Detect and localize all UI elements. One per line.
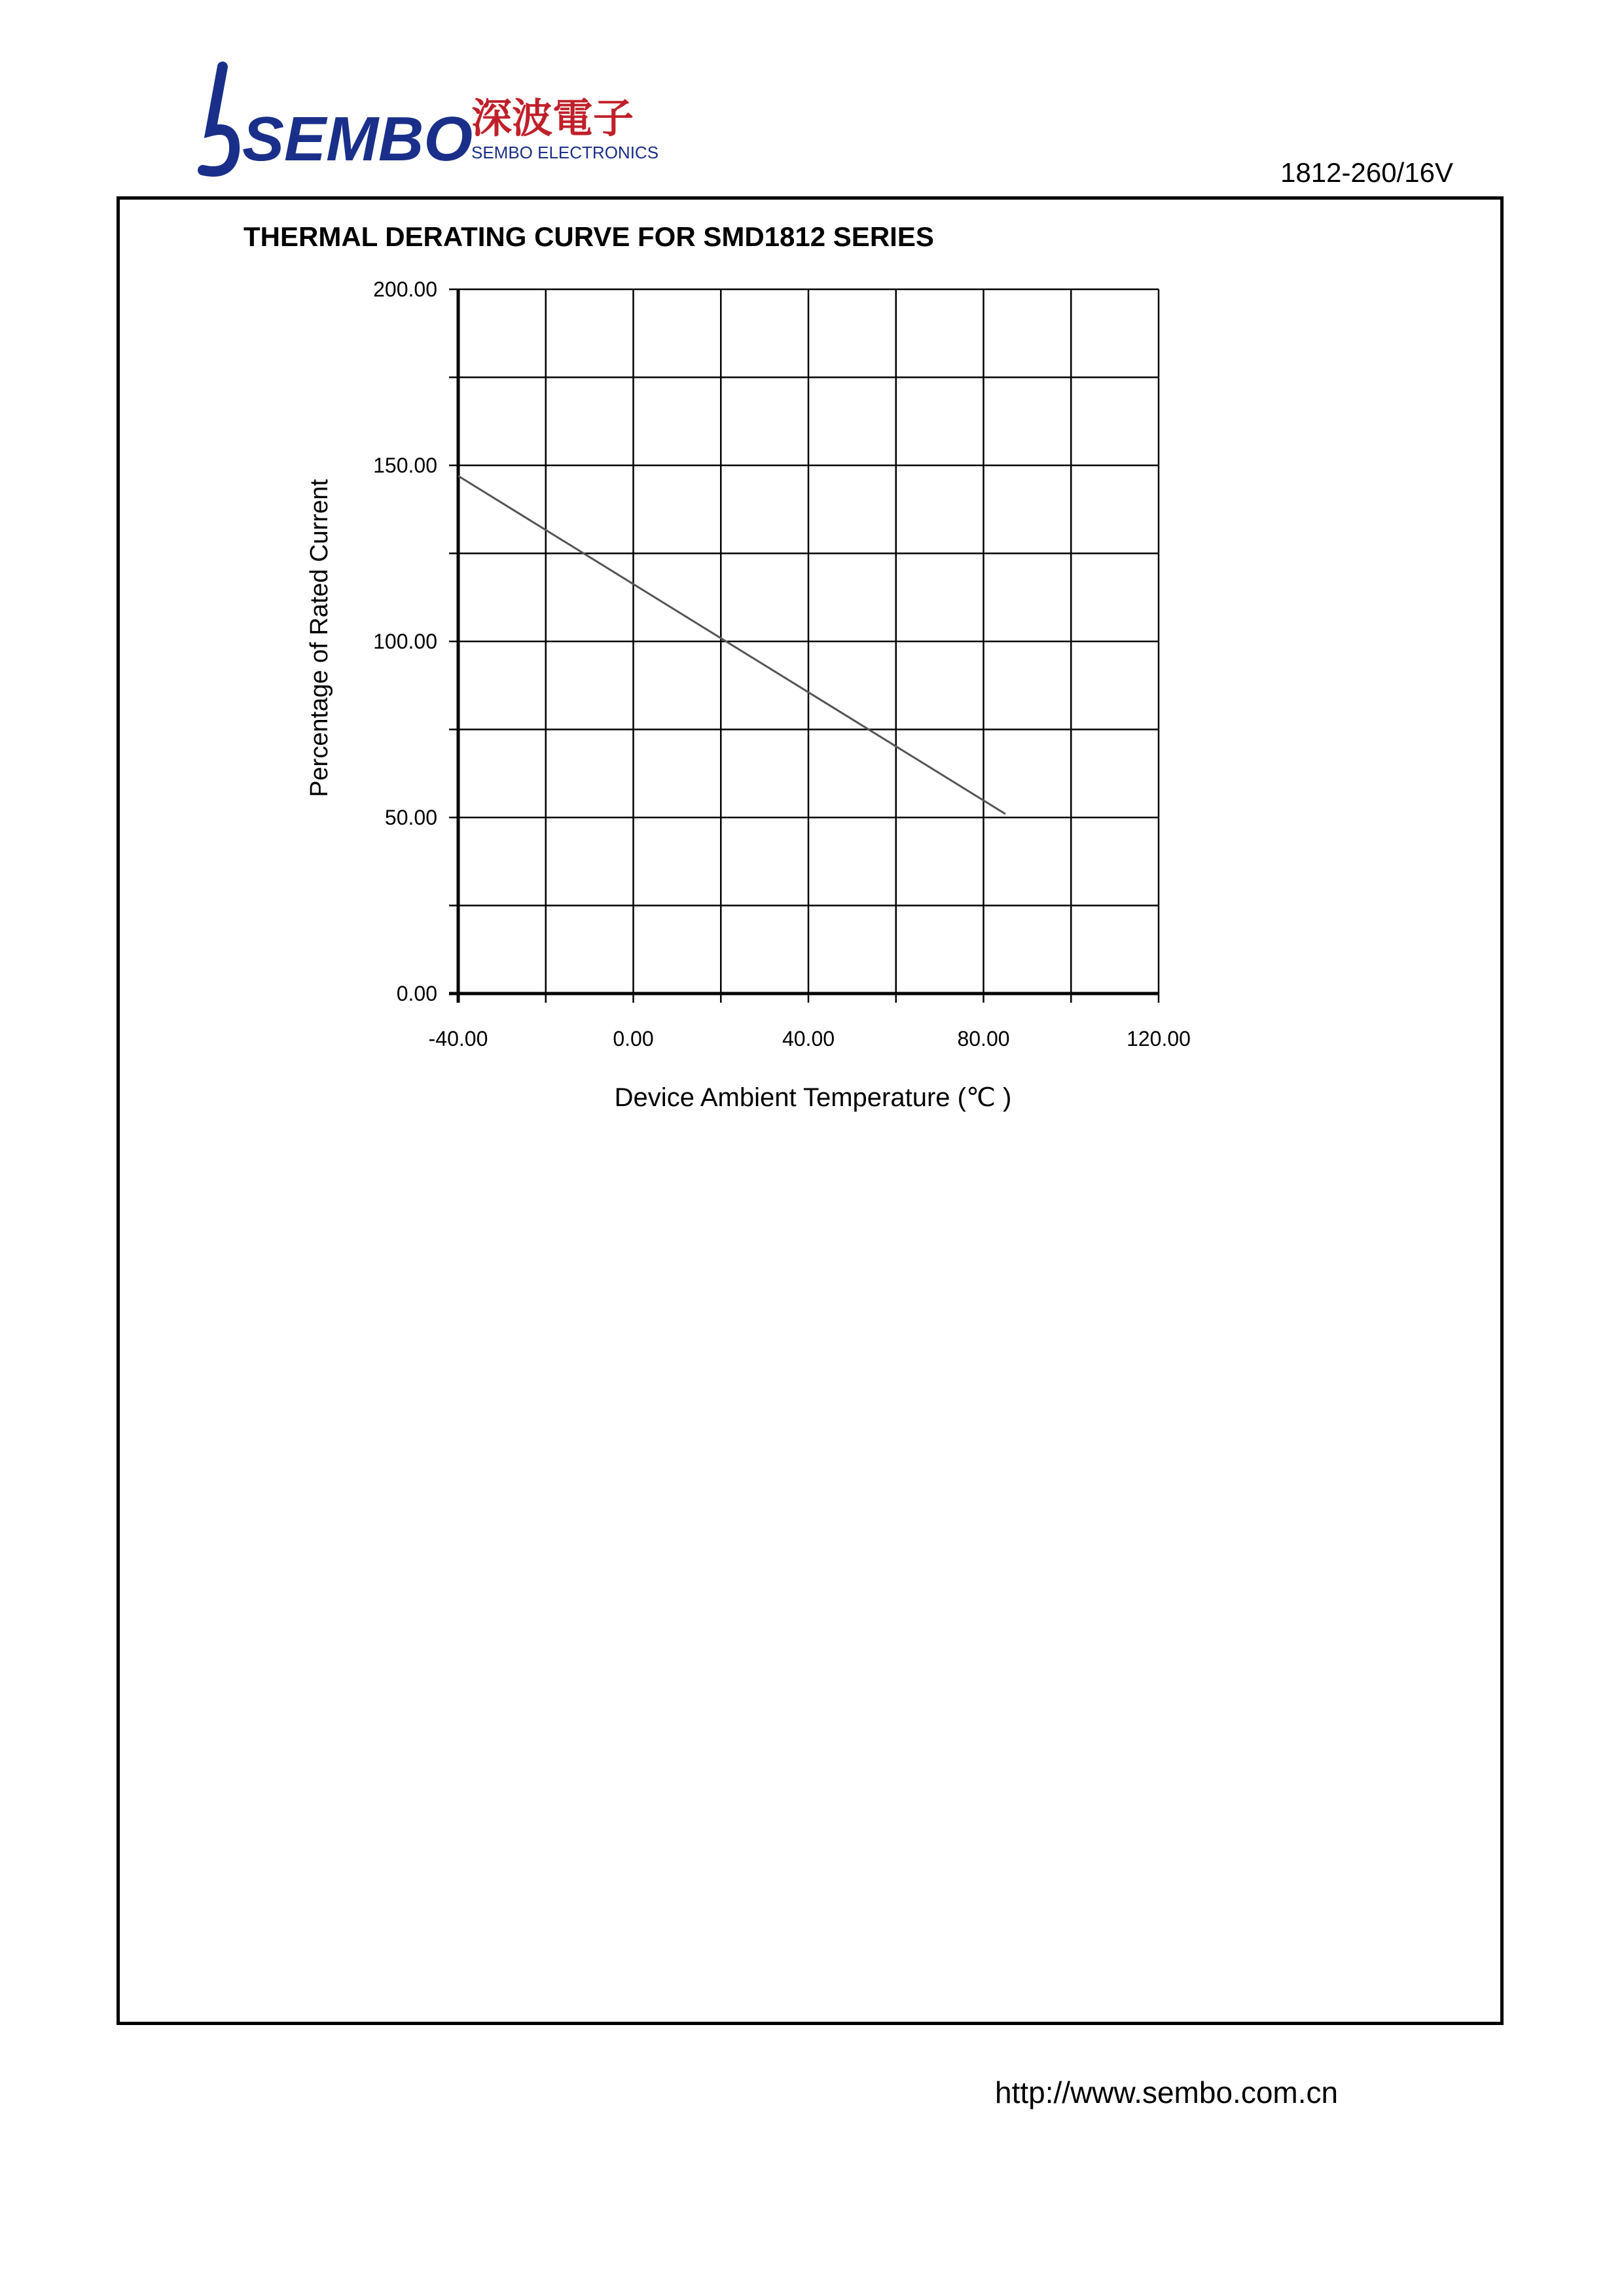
x-tick-label: 0.00 [613, 1027, 654, 1050]
logo-swoosh-icon [203, 67, 234, 171]
x-tick-label: 40.00 [782, 1027, 835, 1050]
y-tick-label: 200.00 [373, 278, 437, 301]
series-line-derating [458, 476, 1005, 814]
x-axis-label: Device Ambient Temperature (℃ ) [614, 1083, 1012, 1112]
y-tick-label: 50.00 [384, 806, 437, 829]
chart-title: THERMAL DERATING CURVE FOR SMD1812 SERIES [244, 221, 934, 252]
logo-subtitle: SEMBO ELECTRONICS [471, 143, 659, 162]
logo-brand: SEMBO [242, 104, 473, 174]
x-tick-label: -40.00 [428, 1027, 488, 1050]
y-tick-label: 0.00 [396, 982, 437, 1005]
x-tick-label: 80.00 [957, 1027, 1010, 1050]
x-tick-label: 120.00 [1127, 1027, 1191, 1050]
y-tick-label: 150.00 [373, 454, 437, 477]
derating-chart [281, 268, 1237, 1158]
document-code: 1812-260/16V [1280, 157, 1453, 188]
y-tick-label: 100.00 [373, 630, 437, 653]
footer-url[interactable]: http://www.sembo.com.cn [995, 2075, 1339, 2109]
y-axis-label: Percentage of Rated Current [306, 479, 333, 797]
sembo-logo [196, 59, 668, 190]
logo-chinese: 深波電子 [471, 94, 634, 142]
